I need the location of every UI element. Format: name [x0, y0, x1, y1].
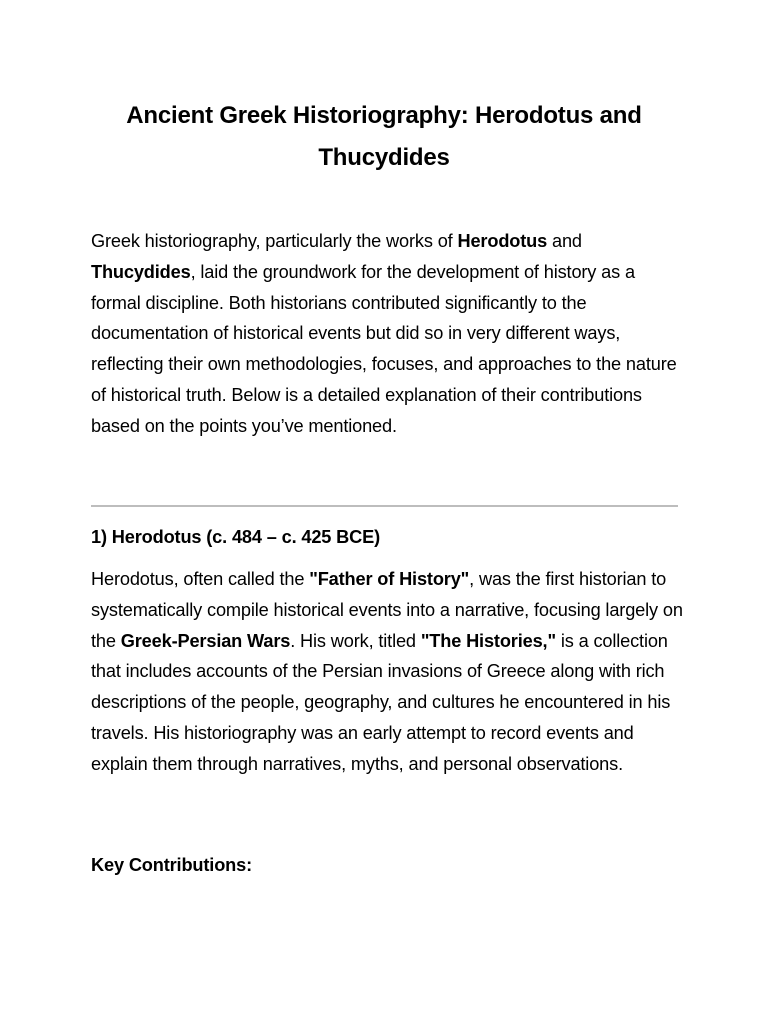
- intro-bold-thucydides: Thucydides: [91, 261, 191, 282]
- key-contributions-heading: Key Contributions:: [91, 855, 252, 875]
- intro-text-3: , laid the groundwork for the development of history as a formal discipline. Both historians contributed significantly to the documentation of historical events but did so in very different ways, reflecting their own methodologies, focuses, and approaches to the nature of historical truth. Below is a detailed explanation of their contributions based on the points you’ve mentioned.: [91, 261, 677, 436]
- section-heading-herodotus: 1) Herodotus (c. 484 – c. 425 BCE): [91, 527, 381, 547]
- herodotus-bold-greek-persian-wars: Greek-Persian Wars: [120, 630, 291, 651]
- herodotus-bold-father-of-history: "Father of History": [309, 569, 470, 589]
- herodotus-text-3: . His work, titled: [290, 630, 421, 651]
- herodotus-bold-the-histories: "The Histories,": [420, 630, 556, 651]
- herodotus-text-1: Herodotus, often called the: [91, 569, 310, 589]
- intro-text-2: and: [547, 231, 582, 251]
- intro-paragraph: [91, 226, 683, 442]
- document-title: Ancient Greek Historiography: Herodotus and Thucydides: [126, 102, 642, 171]
- horizontal-divider: [91, 505, 678, 507]
- herodotus-text-2: , was the first historian to systematically compile historical events into a narrative, focusing largely on the: [91, 569, 683, 651]
- herodotus-paragraph: [91, 564, 683, 780]
- intro-text-1: Greek historiography, particularly the works of: [91, 231, 458, 251]
- intro-bold-herodotus: Herodotus: [457, 231, 548, 251]
- herodotus-text-4: is a collection that includes accounts of the Persian invasions of Greece along with rich descriptions of the people, geography, and cultures he encountered in his travels. His historiography was an early attempt to record events and explain them through narratives, myths, and personal observations.: [91, 630, 671, 774]
